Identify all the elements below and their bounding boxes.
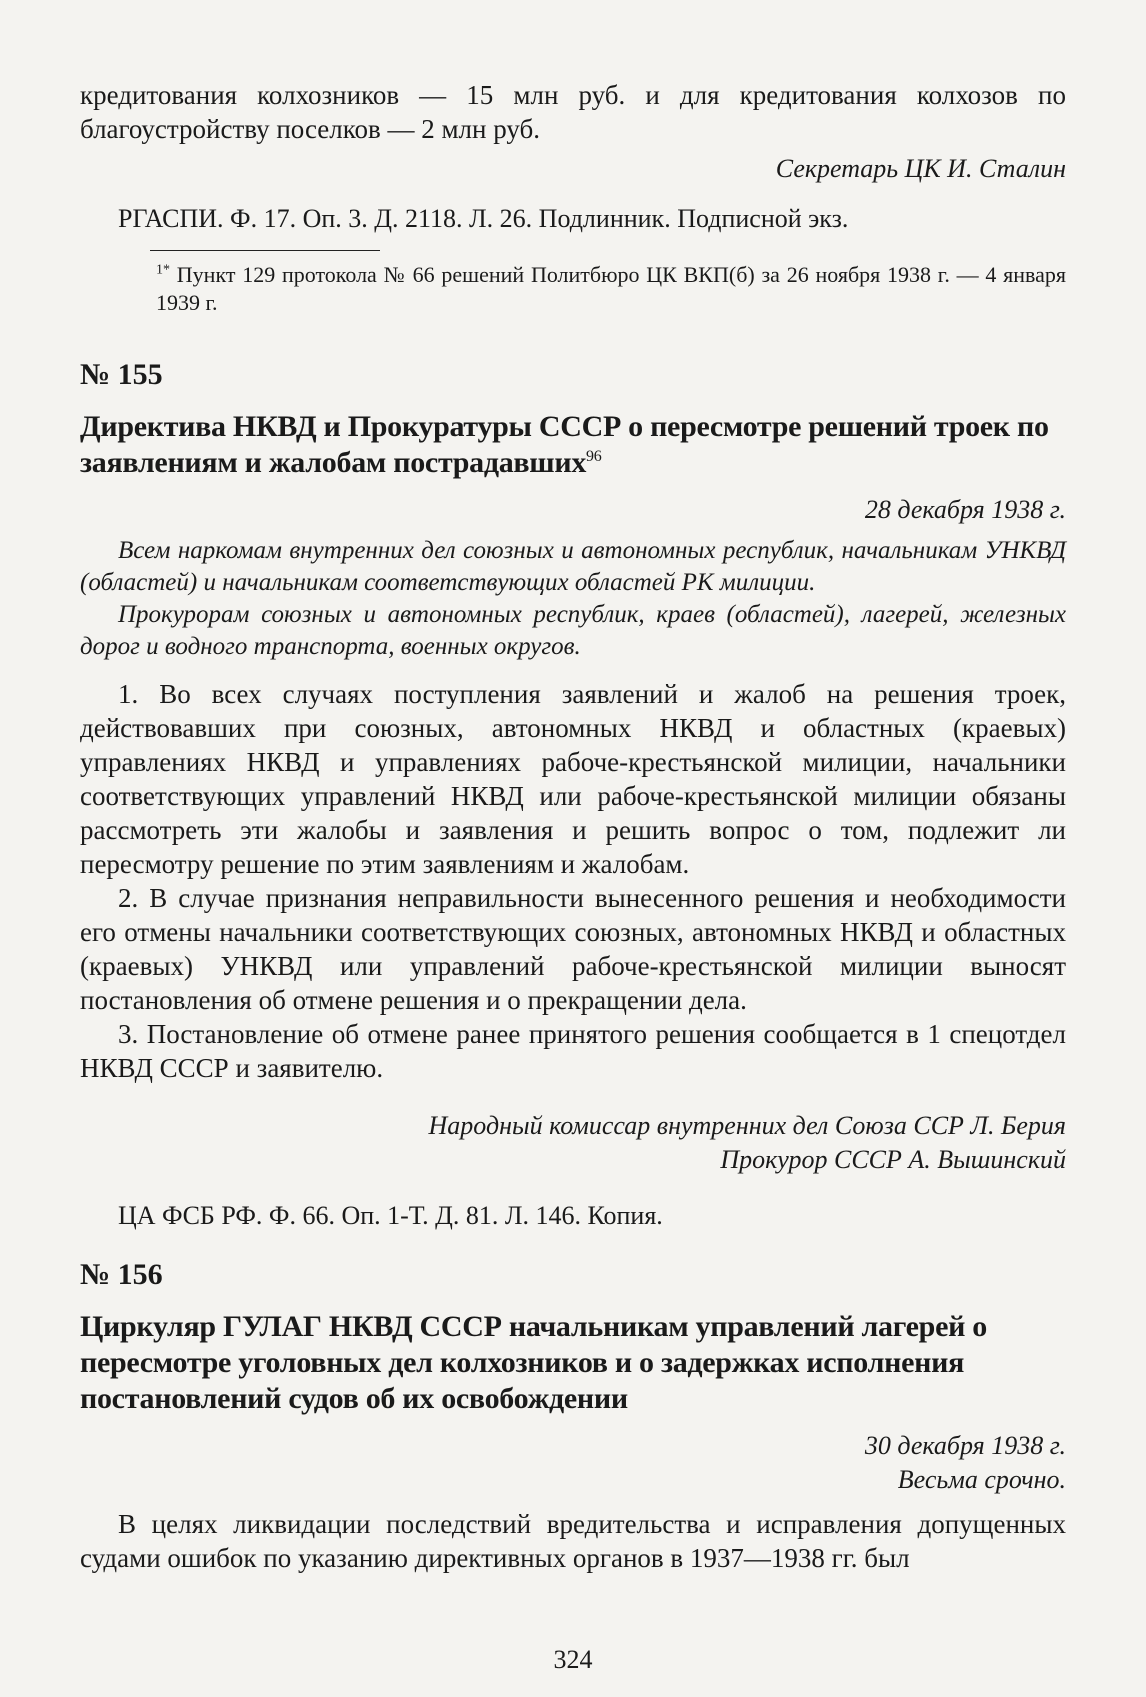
- doc-155-addressee-2: Прокурорам союзных и автономных республик, краев (областей), лагерей, железных дорог и водного транспорта, военных округов.: [80, 601, 1066, 660]
- doc-156-urgency: Весьма срочно.: [897, 1465, 1066, 1494]
- doc-156-number: № 156: [80, 1258, 163, 1291]
- stalin-signature: Секретарь ЦК И. Сталин: [775, 154, 1066, 183]
- footnote-divider: [150, 250, 380, 251]
- footnote: [80, 261, 1066, 317]
- vyshinsky-signature: Прокурор СССР А. Вышинский: [720, 1145, 1066, 1174]
- footnote-text: Пункт 129 протокола № 66 решений Политбюро ЦК ВКП(б) за 26 ноября 1938 г. — 4 января 1939 г.: [156, 262, 1067, 315]
- archive-reference-2: ЦА ФСБ РФ. Ф. 66. Оп. 1-Т. Д. 81. Л. 146. Копия.: [118, 1201, 663, 1230]
- document-page: [80, 78, 1066, 1575]
- continuation-text: кредитования колхозников — 15 млн руб. и для кредитования колхозов по благоустройству поселков — 2 млн руб.: [80, 80, 1066, 144]
- doc-156-date: 30 декабря 1938 г.: [864, 1431, 1066, 1460]
- doc-155-title-note: 96: [586, 448, 602, 465]
- doc-155-number: № 155: [80, 358, 163, 391]
- doc-155-paragraph-3: 3. Постановление об отмене ранее принятого решения сообщается в 1 спецотдел НКВД СССР и заявителю.: [80, 1019, 1066, 1083]
- page-number: 324: [553, 1645, 593, 1674]
- beria-signature: Народный комиссар внутренних дел Союза ССР Л. Берия: [428, 1111, 1066, 1140]
- doc-155-paragraph-2: 2. В случае признания неправильности вынесенного решения и необходимости его отмены начальники соответствующих союзных, автономных НКВД и областных (краевых) УНКВД или управлений рабоче-крестьянской милиции выносят постановления об отмене решения и о прекращении дела.: [80, 883, 1066, 1015]
- doc-156-paragraph: В целях ликвидации последствий вредительства и исправления допущенных судами ошибок по указанию директивных органов в 1937—1938 гг. был: [80, 1509, 1066, 1573]
- footnote-mark: 1*: [156, 262, 170, 278]
- doc-155-title-text: Директива НКВД и Прокуратуры СССР о пересмотре решений троек по заявлениям и жалобам пострадавших: [80, 410, 1049, 479]
- doc-155-date: 28 декабря 1938 г.: [864, 495, 1066, 524]
- doc-155-addressee-1: Всем наркомам внутренних дел союзных и автономных республик, начальникам УНКВД (областей) и начальникам соответствующих областей РК милиции.: [80, 537, 1066, 596]
- archive-reference-1: РГАСПИ. Ф. 17. Оп. 3. Д. 2118. Л. 26. Подлинник. Подписной экз.: [118, 204, 849, 233]
- doc-156-title: Циркуляр ГУЛАГ НКВД СССР начальникам управлений лагерей о пересмотре уголовных дел колхозников и о задержках исполнения постановлений судов об их освобождении: [80, 1310, 987, 1415]
- doc-155-title: [80, 409, 1066, 481]
- doc-155-paragraph-1: 1. Во всех случаях поступления заявлений и жалоб на решения троек, действовавших при союзных, автономных НКВД и областных (краевых) управлениях НКВД и управлениях рабоче-крестьянской милиции, начальники соответствующих управлений НКВД или рабоче-крестьянской милиции обязаны рассмотреть эти жалобы и заявления и решить вопрос о том, подлежит ли пересмотру решение по этим заявлениям и жалобам.: [80, 679, 1066, 879]
